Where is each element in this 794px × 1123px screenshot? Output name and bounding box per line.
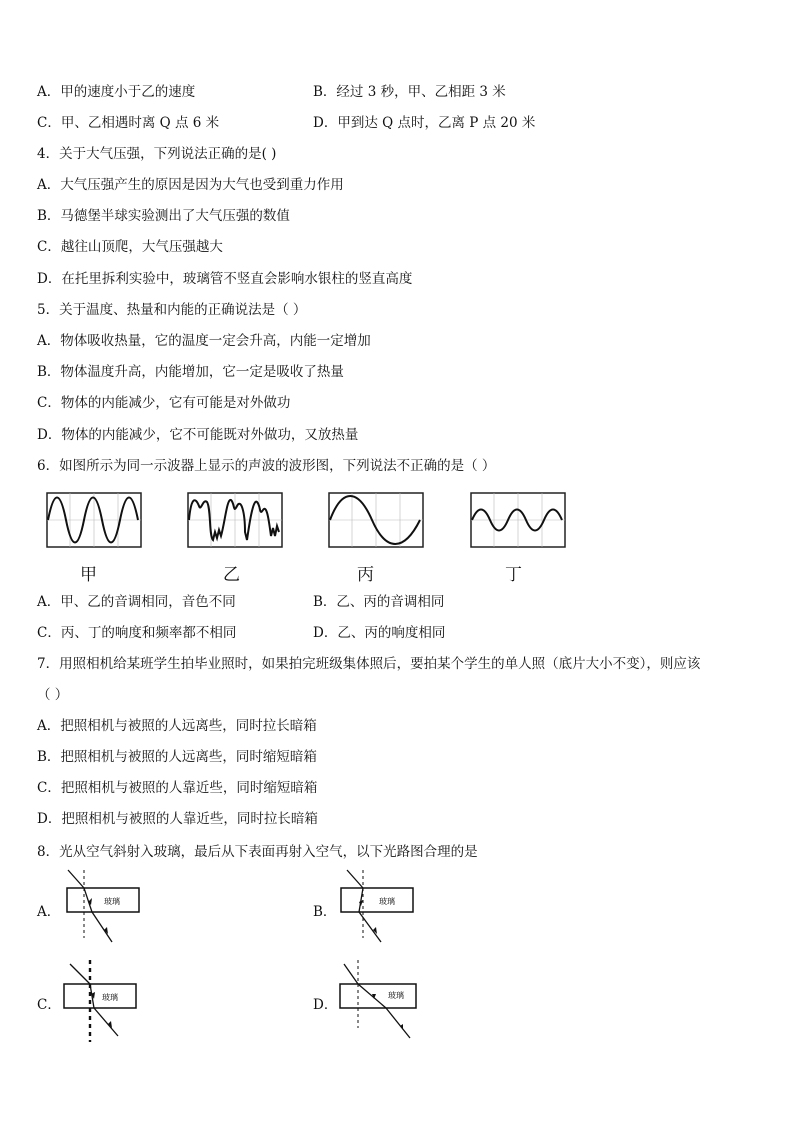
q8-option-a-label: A． [37,904,61,920]
q8-option-d-label: D． [313,997,338,1013]
q4-stem: 4．关于大气压强，下列说法正确的是( ) [37,146,277,162]
q6-option-c: C．丙、丁的响度和频率都不相同 [37,625,237,641]
q7-option-d: D．把照相机与被照的人靠近些，同时拉长暗箱 [37,811,318,827]
q4-option-a: A．大气压强产生的原因是因为大气也受到重力作用 [37,177,344,193]
q3-option-a: A．甲的速度小于乙的速度 [37,84,196,100]
q5-option-c: C．物体的内能减少，它有可能是对外做功 [37,395,291,411]
q7-stem: 7．用照相机给某班学生拍毕业照时，如果拍完班级集体照后，要拍某个学生的单人照（底片大小不变），则应该 [37,656,701,672]
waveform-label-ding: 丁 [505,565,522,585]
q5-option-a: A．物体吸收热量，它的温度一定会升高，内能一定增加 [37,333,371,349]
q7-option-b: B．把照相机与被照的人远离些，同时缩短暗箱 [37,749,317,765]
glass-label: 玻璃 [104,897,120,906]
q5-stem: 5．关于温度、热量和内能的正确说法是（ ） [37,302,307,318]
q7-option-a: A．把照相机与被照的人远离些，同时拉长暗箱 [37,718,317,734]
q4-option-d: D．在托里拆利实验中，玻璃管不竖直会影响水银柱的竖直高度 [37,271,413,287]
waveform-yi [187,492,283,548]
waveform-label-bing: 丙 [357,565,374,585]
q4-option-b: B．马德堡半球实验测出了大气压强的数值 [37,208,290,224]
glass-label: 玻璃 [388,991,404,1000]
waveform-label-yi: 乙 [223,565,240,585]
waveform-jia [46,492,142,548]
q8-diagram-a [60,866,144,950]
waveform-ding [470,492,566,548]
waveform-bing [328,492,424,548]
q6-option-a: A．甲、乙的音调相同，音色不同 [37,594,236,610]
q8-option-c-label: C． [37,997,61,1013]
q3-option-b: B．经过 3 秒，甲、乙相距 3 米 [313,84,506,100]
q6-stem: 6．如图所示为同一示波器上显示的声波的波形图，下列说法不正确的是（ ） [37,458,496,474]
q7-stem-cont: （ ） [37,687,69,703]
q8-stem: 8．光从空气斜射入玻璃，最后从下表面再射入空气，以下光路图合理的是 [37,844,478,860]
q7-option-c: C．把照相机与被照的人靠近些，同时缩短暗箱 [37,780,318,796]
q8-diagram-c [60,958,144,1044]
q8-option-b-label: B． [313,904,337,920]
q6-option-b: B．乙、丙的音调相同 [313,594,445,610]
q5-option-b: B．物体温度升高，内能增加，它一定是吸收了热量 [37,364,344,380]
q4-option-c: C．越往山顶爬，大气压强越大 [37,239,223,255]
glass-label: 玻璃 [102,993,118,1002]
q8-diagram-b [337,866,415,950]
q6-option-d: D．乙、丙的响度相同 [313,625,446,641]
q8-diagram-d [336,958,420,1044]
q3-option-d: D．甲到达 Q 点时，乙离 P 点 20 米 [313,115,536,131]
q3-option-c: C．甲、乙相遇时离 Q 点 6 米 [37,115,220,131]
glass-label: 玻璃 [379,897,395,906]
q5-option-d: D．物体的内能减少，它不可能既对外做功，又放热量 [37,427,359,443]
waveform-label-jia: 甲 [80,565,97,585]
